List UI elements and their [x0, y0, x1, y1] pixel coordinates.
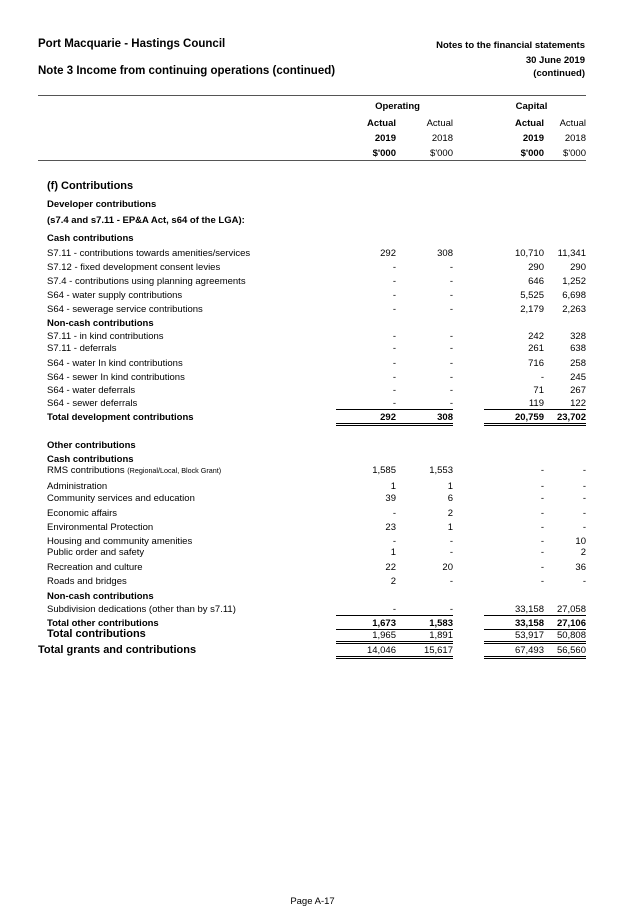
value-operating-2019: - — [392, 331, 396, 342]
value-capital-2018: 10 — [575, 536, 586, 547]
value-capital-2019: - — [540, 522, 544, 533]
header-rule — [38, 95, 586, 96]
value-operating-2018: - — [449, 358, 453, 369]
table-row — [38, 547, 586, 560]
value-operating-2018: 6 — [447, 493, 453, 504]
total-contributions-row — [38, 630, 586, 643]
value-operating-2019: 292 — [380, 248, 396, 259]
value-operating-2018: 1,583 — [393, 618, 453, 630]
value-capital-2018: 23,702 — [526, 412, 586, 426]
value-operating-2018: 2 — [447, 508, 453, 519]
value-capital-2018: 11,341 — [557, 248, 586, 259]
value-operating-2018: - — [393, 604, 453, 616]
row-label: Recreation and culture — [47, 562, 143, 573]
col2-unit: $'000 — [430, 148, 453, 159]
col1-actual: Actual — [366, 118, 396, 129]
col2-year: 2018 — [431, 133, 453, 144]
value-capital-2019: 646 — [528, 276, 544, 287]
cash-contributions-heading: Cash contributions — [47, 233, 134, 244]
value-operating-2018: 308 — [437, 248, 453, 259]
value-capital-2019: 5,525 — [520, 290, 544, 301]
value-capital-2019: 290 — [528, 262, 544, 273]
value-operating-2018: - — [449, 547, 453, 558]
table-row — [38, 576, 586, 589]
value-operating-2018: - — [449, 290, 453, 301]
operating-heading: Operating — [375, 101, 420, 112]
table-row — [38, 262, 586, 275]
table-row — [38, 372, 586, 385]
value-capital-2018: 258 — [570, 358, 586, 369]
value-operating-2019: - — [392, 304, 396, 315]
row-label: Total contributions — [47, 628, 146, 640]
row-label-note: (Regional/Local, Block Grant) — [127, 466, 222, 475]
value-capital-2018: - — [582, 481, 586, 492]
row-label: S64 - water supply contributions — [47, 290, 183, 301]
value-capital-2018: - — [582, 522, 586, 533]
table-row — [38, 508, 586, 521]
developer-contributions-heading: Developer contributions — [47, 199, 157, 210]
value-operating-2019: 1,965 — [336, 630, 396, 644]
value-operating-2019: 22 — [385, 562, 396, 573]
total-development-contributions-row — [38, 412, 586, 425]
value-capital-2019: - — [540, 576, 544, 587]
table-row — [38, 290, 586, 303]
value-operating-2019: 14,046 — [336, 645, 396, 659]
developer-contributions-subheading: (s7.4 and s7.11 - EP&A Act, s64 of the LGA): — [47, 215, 245, 226]
value-capital-2019: 716 — [528, 358, 544, 369]
value-capital-2019: 33,158 — [484, 604, 544, 616]
value-operating-2018: 1 — [447, 481, 453, 492]
value-capital-2019: 33,158 — [484, 618, 544, 630]
value-operating-2018: - — [393, 398, 453, 410]
row-label: S7.11 - contributions towards amenities/services — [47, 248, 251, 259]
table-row — [38, 343, 586, 356]
value-capital-2019: 10,710 — [514, 248, 544, 259]
value-operating-2019: - — [392, 385, 396, 396]
value-operating-2019: 39 — [385, 493, 396, 504]
value-capital-2019: 261 — [528, 343, 544, 354]
value-capital-2018: 638 — [570, 343, 586, 354]
value-capital-2018: - — [582, 465, 586, 476]
row-label: Subdivision dedications (other than by s7.11) — [47, 604, 236, 615]
page-number: Page A-17 — [290, 896, 335, 907]
col1-year: 2019 — [374, 133, 396, 144]
value-capital-2018: - — [582, 576, 586, 587]
header-date: 30 June 2019 — [525, 55, 585, 66]
value-capital-2018: 56,560 — [526, 645, 586, 659]
row-label: S7.11 - in kind contributions — [47, 331, 164, 342]
value-operating-2019: 1 — [390, 481, 396, 492]
value-operating-2018: 1,891 — [393, 630, 453, 644]
value-capital-2019: 2,179 — [520, 304, 544, 315]
value-capital-2018: 6,698 — [562, 290, 586, 301]
value-operating-2018: - — [449, 304, 453, 315]
value-capital-2019: 242 — [528, 331, 544, 342]
value-operating-2019: - — [392, 343, 396, 354]
value-capital-2018: 122 — [526, 398, 586, 410]
value-capital-2018: 328 — [570, 331, 586, 342]
col3-year: 2019 — [522, 133, 544, 144]
table-row — [38, 385, 586, 398]
row-label: Community services and education — [47, 493, 195, 504]
col3-unit: $'000 — [520, 148, 544, 159]
noncash-contributions-heading: Non-cash contributions — [47, 318, 154, 329]
header-notes-title: Notes to the financial statements — [436, 40, 585, 51]
value-capital-2019: 67,493 — [484, 645, 544, 659]
value-operating-2018: 1 — [447, 522, 453, 533]
value-operating-2019: 1,673 — [336, 618, 396, 630]
table-row — [38, 358, 586, 371]
row-label: Roads and bridges — [47, 576, 127, 587]
table-row — [38, 562, 586, 575]
column-rule — [38, 160, 586, 161]
col3-actual: Actual — [514, 118, 544, 129]
value-capital-2019: 119 — [484, 398, 544, 410]
value-capital-2019: 71 — [533, 385, 544, 396]
value-operating-2018: - — [449, 276, 453, 287]
value-capital-2018: 2,263 — [562, 304, 586, 315]
other-cash-contributions-heading: Cash contributions — [47, 454, 134, 465]
value-capital-2019: - — [540, 372, 544, 383]
value-operating-2019: 292 — [336, 412, 396, 426]
value-operating-2018: - — [449, 536, 453, 547]
value-capital-2018: 50,808 — [526, 630, 586, 644]
col4-actual: Actual — [559, 118, 586, 129]
row-label: S64 - sewerage service contributions — [47, 304, 203, 315]
value-operating-2019: 23 — [385, 522, 396, 533]
row-label: S7.11 - deferrals — [47, 343, 117, 354]
row-label: Administration — [47, 481, 108, 492]
col1-unit: $'000 — [372, 148, 396, 159]
value-operating-2018: 308 — [393, 412, 453, 426]
header-continued: (continued) — [533, 68, 585, 79]
value-operating-2019: - — [392, 372, 396, 383]
table-row — [38, 522, 586, 535]
value-operating-2018: - — [449, 385, 453, 396]
value-operating-2018: 20 — [442, 562, 453, 573]
table-row — [38, 604, 586, 617]
capital-heading: Capital — [515, 101, 548, 112]
value-capital-2018: 2 — [580, 547, 586, 558]
table-row — [38, 493, 586, 506]
row-label: Public order and safety — [47, 547, 145, 558]
value-capital-2018: 267 — [570, 385, 586, 396]
value-capital-2019: - — [540, 562, 544, 573]
value-operating-2018: 15,617 — [393, 645, 453, 659]
council-name: Port Macquarie - Hastings Council — [38, 38, 226, 50]
value-operating-2019: - — [392, 536, 396, 547]
value-operating-2019: 1,585 — [372, 465, 396, 476]
row-label — [47, 465, 221, 476]
col4-year: 2018 — [564, 133, 586, 144]
row-label: S64 - sewer deferrals — [47, 398, 138, 409]
value-operating-2018: - — [449, 576, 453, 587]
row-label: S7.12 - fixed development consent levies — [47, 262, 221, 273]
value-operating-2019: - — [336, 604, 396, 616]
value-operating-2019: - — [392, 276, 396, 287]
value-operating-2019: - — [392, 508, 396, 519]
value-capital-2018: - — [582, 508, 586, 519]
value-operating-2019: - — [392, 262, 396, 273]
col2-actual: Actual — [426, 118, 453, 129]
row-label: S64 - sewer In kind contributions — [47, 372, 185, 383]
total-grants-and-contributions-row — [38, 645, 586, 658]
value-capital-2019: - — [540, 547, 544, 558]
row-label: Total grants and contributions — [38, 644, 197, 656]
value-capital-2018: 245 — [570, 372, 586, 383]
row-label: Environmental Protection — [47, 522, 154, 533]
value-operating-2019: 2 — [390, 576, 396, 587]
row-label: Total development contributions — [47, 412, 194, 423]
value-capital-2018: 27,058 — [526, 604, 586, 616]
row-label: Economic affairs — [47, 508, 118, 519]
value-capital-2019: 53,917 — [484, 630, 544, 644]
row-label: S7.4 - contributions using planning agreements — [47, 276, 246, 287]
value-capital-2019: - — [540, 493, 544, 504]
table-row — [38, 248, 586, 261]
col4-unit: $'000 — [563, 148, 586, 159]
other-noncash-contributions-heading: Non-cash contributions — [47, 591, 154, 602]
note-title: Note 3 Income from continuing operations (continued) — [38, 65, 336, 77]
value-capital-2019: - — [540, 536, 544, 547]
table-row — [38, 276, 586, 289]
value-capital-2019: 20,759 — [484, 412, 544, 426]
table-row — [38, 465, 586, 478]
row-label: Total other contributions — [47, 618, 159, 629]
value-operating-2018: - — [449, 262, 453, 273]
value-operating-2019: - — [392, 290, 396, 301]
value-capital-2018: - — [582, 493, 586, 504]
other-contributions-heading: Other contributions — [47, 440, 136, 451]
value-capital-2019: - — [540, 465, 544, 476]
value-operating-2019: - — [336, 398, 396, 410]
value-capital-2018: 290 — [570, 262, 586, 273]
value-capital-2018: 27,106 — [526, 618, 586, 630]
value-capital-2019: - — [540, 508, 544, 519]
value-operating-2018: - — [449, 343, 453, 354]
row-label: Housing and community amenities — [47, 536, 193, 547]
section-title: (f) Contributions — [47, 180, 134, 192]
value-capital-2018: 1,252 — [562, 276, 586, 287]
value-operating-2018: - — [449, 331, 453, 342]
value-capital-2019: - — [540, 481, 544, 492]
value-capital-2018: 36 — [575, 562, 586, 573]
table-row — [38, 398, 586, 411]
row-label-text: RMS contributions — [47, 465, 125, 476]
value-operating-2018: 1,553 — [429, 465, 453, 476]
row-label: S64 - water In kind contributions — [47, 358, 183, 369]
value-operating-2018: - — [449, 372, 453, 383]
table-row — [38, 304, 586, 317]
row-label: S64 - water deferrals — [47, 385, 136, 396]
value-operating-2019: - — [392, 358, 396, 369]
value-operating-2019: 1 — [390, 547, 396, 558]
